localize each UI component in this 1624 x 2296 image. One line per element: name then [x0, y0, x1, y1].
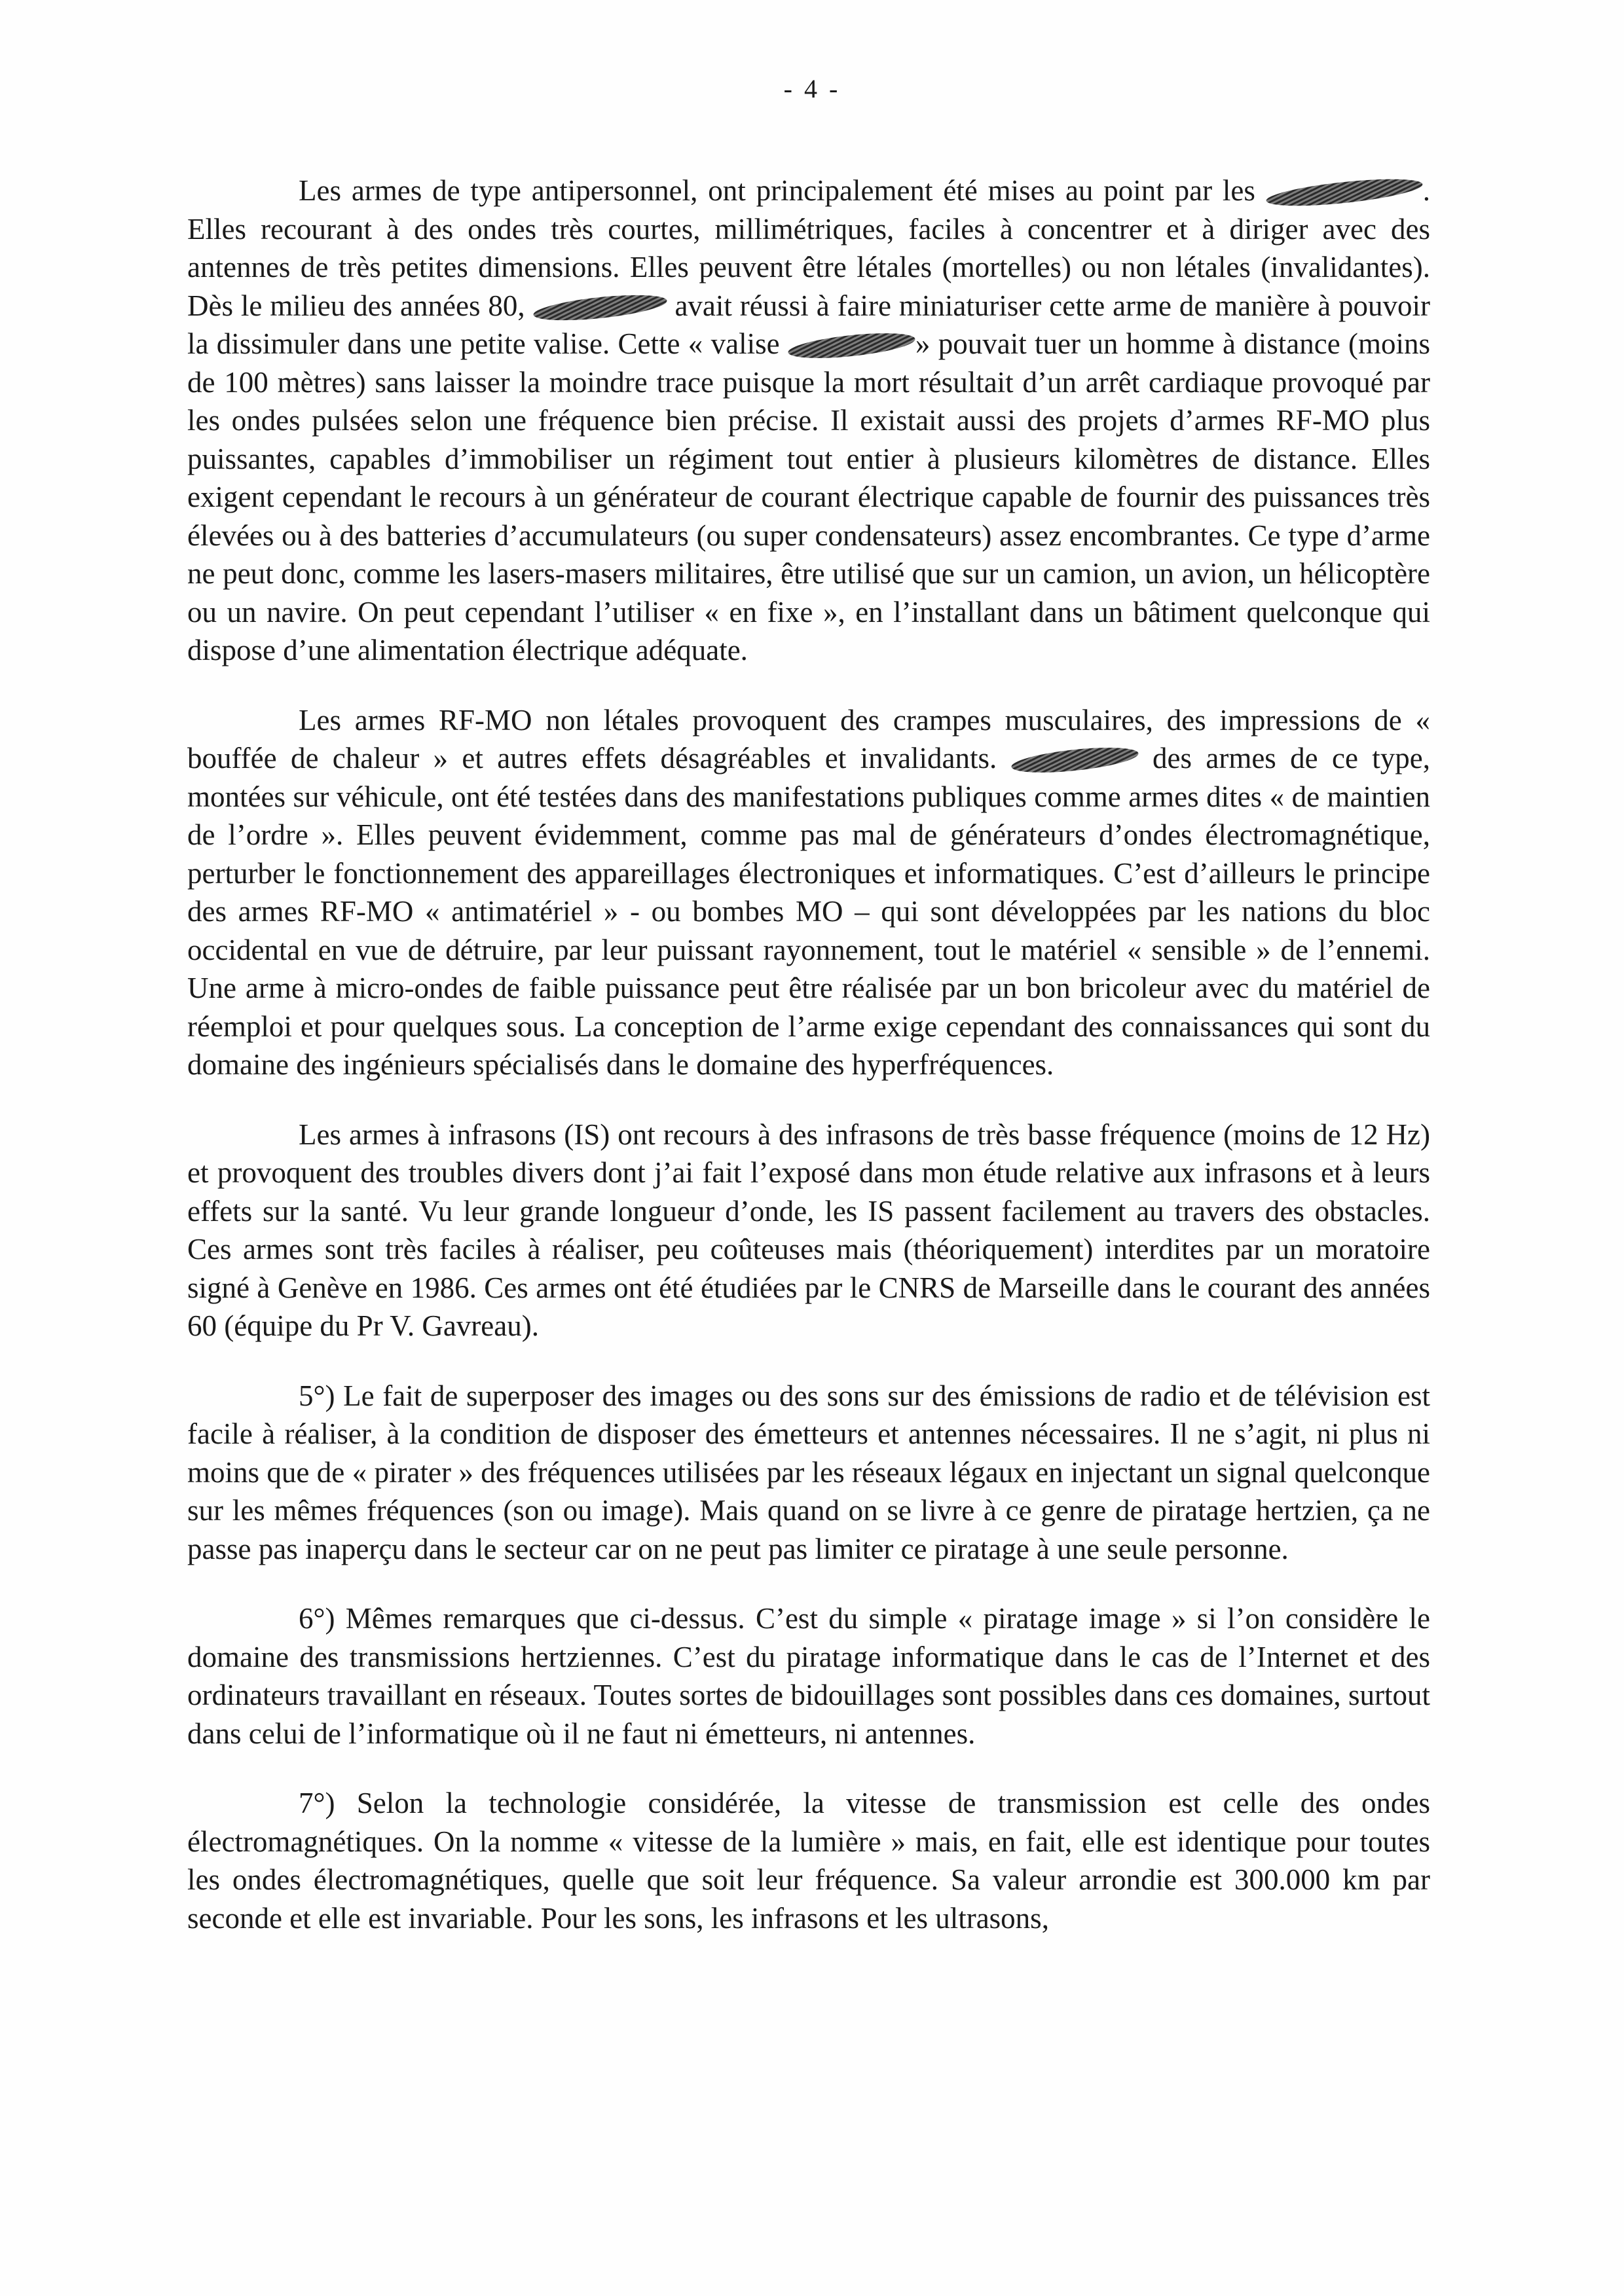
page-number: - 4 - [783, 74, 841, 103]
paragraph-text: . Elles recourant à des ondes très courtes, millimétriques, faciles à concentrer et à diriger avec des antennes de très petites dimensions. Elles peuvent être létales (mortelles) ou non létales (invalidantes). Dès le milieu des années 80, [187, 174, 1431, 322]
paragraph-item-6: 6°) Mêmes remarques que ci-dessus. C’est du simple « piratage image » si l’on considère le domaine des transmissions hertziennes. C’est du piratage informatique dans le cas de l’Internet et des ordinateurs travaillant en réseaux. Toutes sortes de bidouillages sont possibles dans ces domaines, surtout dans celui de l’informatique où il ne faut ni émetteurs, ni antennes. [187, 1602, 1430, 1750]
paragraph-infrasound-weapons: Les armes à infrasons (IS) ont recours à des infrasons de très basse fréquence (moins de 12 Hz) et provoquent des troubles divers dont j’ai fait l’exposé dans mon étude relative aux infrasons et à leurs effets sur la santé. Vu leur grande longueur d’onde, les IS passent facilement au travers des obstacles. Ces armes sont très faciles à réaliser, peu coûteuses mais (théoriquement) interdites par un moratoire signé à Genève en 1986. Ces armes ont été étudiées par le CNRS de Marseille dans le courant des années 60 (équipe du Pr V. Gavreau). [187, 1118, 1430, 1342]
paragraph-antipersonnel-weapons [187, 172, 1430, 670]
paragraph-text: » pouvait tuer un homme à distance (moins de 100 mètres) sans laisser la moindre trace puisque la mort résultait d’un arrêt cardiaque provoqué par les ondes pulsées selon une fréquence bien précise. Il existait aussi des projets d’armes RF-MO plus puissantes, capables d’immobiliser un régiment tout entier à plusieurs kilomètres de distance. Elles exigent cependant le recours à un générateur de courant électrique capable de fournir des puissances très élevées ou à des batteries d’accumulateurs (ou super condensateurs) assez encombrantes. Ce type d’arme ne peut donc, comme les lasers-masers militaires, être utilisé que sur un camion, un avion, un hélicoptère ou un navire. On peut cependant l’utiliser « en fixe », en l’installant dans un bâtiment quelconque qui dispose d’une alimentation électrique adéquate. [187, 327, 1430, 666]
redaction-mark [532, 290, 667, 325]
redaction-mark [1265, 174, 1424, 211]
document-body [187, 172, 1430, 1969]
paragraph-text: Les armes de type antipersonnel, ont principalement été mises au point par les [299, 174, 1255, 207]
paragraph-text: des armes de ce type, montées sur véhicule, ont été testées dans des manifestations publiques comme armes dites « de maintien de l’ordre ». Elles peuvent évidemment, comme pas mal de générateurs d’ondes électromagnétique, perturber le fonctionnement des appareillages électroniques et informatiques. C’est d’ailleurs le principe des armes RF-MO « antimatériel » - ou bombes MO – qui sont développées par les nations du bloc occidental en vue de détruire, par leur puissant rayonnement, tout le matériel « sensible » de l’ennemi. Une arme à micro-ondes de faible puissance peut être réalisée par un bon bricoleur avec du matériel de réemploi et pour quelques sous. La conception de l’arme exige cependant des connaissances qui sont du domaine des ingénieurs spécialisés dans le domaine des hyperfréquences. [187, 742, 1431, 1081]
redaction-mark [1010, 743, 1139, 777]
paragraph-item-7: 7°) Selon la technologie considérée, la vitesse de transmission est celle des ondes électromagnétiques. On la nomme « vitesse de la lumière » mais, en fait, elle est identique pour toutes les ondes électromagnétiques, quelle que soit leur fréquence. Sa valeur arrondie est 300.000 km par seconde et elle est invariable. Pour les sons, les infrasons et les ultrasons, [187, 1787, 1430, 1935]
paragraph-item-5: 5°) Le fait de superposer des images ou des sons sur des émissions de radio et de télévision est facile à réaliser, à la condition de disposer des émetteurs et antennes nécessaires. Il ne s’agit, ni plus ni moins que de « pirater » des fréquences utilisées par les réseaux légaux en injectant un signal quelconque sur les mêmes fréquences (son ou image). Mais quand on se livre à ce genre de piratage hertzien, ça ne passe pas inaperçu dans le secteur car on ne peut pas limiter ce piratage à une seule personne. [187, 1379, 1430, 1565]
paragraph-text: Les armes RF-MO non létales provoquent des crampes musculaires, des impressions de « bouffée de chaleur » et autres effets désagréables et invalidants. [187, 703, 1430, 774]
paragraph-non-lethal-weapons [187, 701, 1430, 1084]
paragraph-text: avait réussi à faire miniaturiser cette arme de manière à pouvoir la dissimuler dans une petite valise. Cette « valise [187, 289, 1430, 360]
redaction-mark [787, 329, 916, 363]
